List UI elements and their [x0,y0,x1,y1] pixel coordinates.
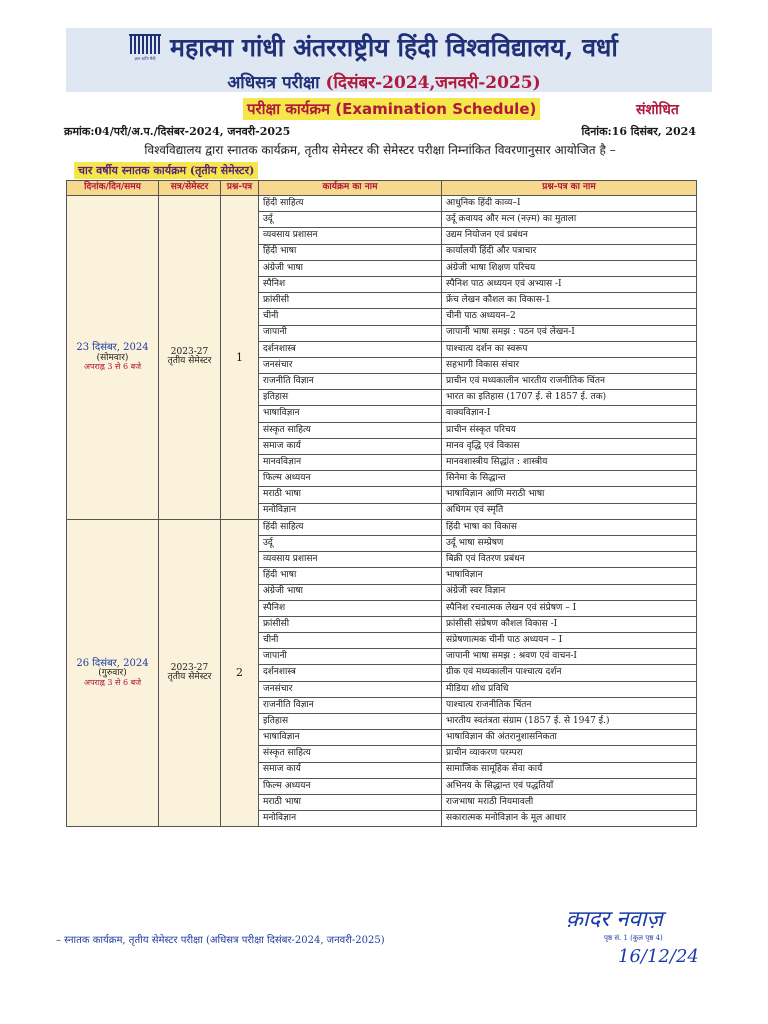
document-date: दिनांक:16 दिसंबर, 2024 [581,125,696,138]
exam-date-cell [67,519,159,827]
paper-name-cell: प्राचीन व्याकरण परम्परा [442,746,697,762]
program-name-cell: मराठी भाषा [259,794,442,810]
paper-name-cell: हिंदी भाषा का विकास [442,519,697,535]
paper-name-cell: अभिनय के सिद्धान्त एवं पद्धतियाँ [442,778,697,794]
program-name-cell: व्यवसाय प्रशासन [259,552,442,568]
session-cell [159,196,221,520]
program-name-cell: मनोविज्ञान [259,503,442,519]
program-name-cell: जापानी [259,649,442,665]
table-body [67,196,697,827]
exam-time: अपराह्न 3 से 6 बजे [83,677,142,687]
paper-name-cell: सिनेमा के सिद्धान्त [442,471,697,487]
exam-title-main: अधिसत्र परीक्षा [227,73,326,93]
program-name-cell: जनसंचार [259,357,442,373]
program-name-cell: फिल्म अध्ययन [259,471,442,487]
paper-name-cell: जापानी भाषा समझ : पठन एवं लेखन-I [442,325,697,341]
paper-name-cell: बिक्री एवं वितरण प्रबंधन [442,552,697,568]
program-name-cell: अंग्रेजी भाषा [259,584,442,600]
semester-text: तृतीय सेमेस्टर [167,356,212,367]
program-name-cell: फ्रांसीसी [259,616,442,632]
table-header-row [67,181,697,196]
column-header: सत्र/सेमेस्टर [159,181,221,196]
exam-date: 26 दिसंबर, 2024 [76,657,149,669]
program-name-cell: उर्दू [259,212,442,228]
program-name-cell: राजनीति विज्ञान [259,697,442,713]
paper-name-cell: स्पैनिश पाठ अध्ययन एवं अभ्यास -I [442,276,697,292]
program-name-cell: जनसंचार [259,681,442,697]
paper-name-cell: फ्रेंच लेखन कौशल का विकास-1 [442,293,697,309]
paper-number-cell: 2 [221,519,259,827]
program-name-cell: फ्रांसीसी [259,293,442,309]
university-name: महात्मा गांधी अंतरराष्ट्रीय हिंदी विश्वविद्यालय, वर्धा [170,33,618,62]
session-text: 2023-27 [170,346,209,357]
exam-title [0,70,768,93]
program-name-cell: मानवविज्ञान [259,455,442,471]
paper-name-cell: कार्यालयी हिंदी और पत्राचार [442,244,697,260]
program-name-cell: मनोविज्ञान [259,811,442,827]
paper-name-cell: भाषाविज्ञान की अंतरानुशासनिकता [442,730,697,746]
program-name-cell: राजनीति विज्ञान [259,374,442,390]
exam-time: अपराह्न 3 से 6 बजे [83,362,142,372]
paper-name-cell: अधिगम एवं स्मृति [442,503,697,519]
program-name-cell: समाज कार्य [259,438,442,454]
reference-line [64,124,696,139]
paper-name-cell: चीनी पाठ अध्ययन–2 [442,309,697,325]
paper-name-cell: फ्रांसीसी संप्रेषण कौशल विकास -I [442,616,697,632]
program-name-cell: उर्दू [259,535,442,551]
paper-name-cell: पाश्चात्य दर्शन का स्वरूप [442,341,697,357]
program-name-cell: हिंदी साहित्य [259,519,442,535]
program-name-cell: फिल्म अध्ययन [259,778,442,794]
paper-name-cell: भाषाविज्ञान आणि मराठी भाषा [442,487,697,503]
paper-name-cell: मीडिया शोध प्रविधि [442,681,697,697]
paper-name-cell: अंग्रेजी स्वर विज्ञान [442,584,697,600]
exam-day: (गुरुवार) [98,668,127,679]
paper-name-cell: मानवशास्त्रीय सिद्धांत : शास्त्रीय [442,455,697,471]
program-name-cell: दर्शनशास्त्र [259,665,442,681]
program-name-cell: व्यवसाय प्रशासन [259,228,442,244]
program-label: चार वर्षीय स्नातक कार्यक्रम (तृतीय सेमेस्टर) [74,162,258,179]
paper-name-cell: प्राचीन संस्कृत परिचय [442,422,697,438]
paper-name-cell: स्पैनिश रचनात्मक लेखन एवं संप्रेषण – I [442,600,697,616]
university-logo [128,32,162,62]
paper-number-cell: 1 [221,196,259,520]
program-name-cell: मराठी भाषा [259,487,442,503]
program-name-cell: जापानी [259,325,442,341]
program-name-cell: दर्शनशास्त्र [259,341,442,357]
page-number: पृष्ठ सं. 1 (कुल पृष्ठ 4) [604,934,663,942]
program-name-cell: समाज कार्य [259,762,442,778]
program-name-cell: चीनी [259,633,442,649]
program-name-cell: भाषाविज्ञान [259,730,442,746]
exam-date: 23 दिसंबर, 2024 [76,342,149,354]
program-name-cell: हिंदी साहित्य [259,196,442,212]
paper-name-cell: सामाजिक सामूहिक सेवा कार्य [442,762,697,778]
program-name-cell: हिंदी भाषा [259,244,442,260]
program-name-cell: हिंदी भाषा [259,568,442,584]
paper-name-cell: भारत का इतिहास (1707 ई. से 1857 ई. तक) [442,390,697,406]
paper-name-cell: पाश्चात्य राजनीतिक चिंतन [442,697,697,713]
paper-name-cell: भाषाविज्ञान [442,568,697,584]
program-name-cell: चीनी [259,309,442,325]
paper-name-cell: उर्दू क़वायद और मत्न (नज़्म) का मुताला [442,212,697,228]
paper-name-cell: आधुनिक हिंदी काव्य–I [442,196,697,212]
program-name-cell: भाषाविज्ञान [259,406,442,422]
paper-name-cell: उद्यम नियोजन एवं प्रबंधन [442,228,697,244]
signature-date: 16/12/24 [618,946,699,967]
column-header: दिनांक/दिन/समय [67,181,159,196]
paper-name-cell: संप्रेषणात्मक चीनी पाठ अध्ययन – I [442,633,697,649]
schedule-table [66,180,697,827]
exam-day: (सोमवार) [96,352,129,363]
semester-text: तृतीय सेमेस्टर [167,672,212,683]
column-header: प्रश्न-पत्र [221,181,259,196]
logo-caption: ज्ञान शांति मैत्री [134,56,156,61]
paper-name-cell: उर्दू भाषा सम्प्रेषण [442,535,697,551]
table-row [67,196,697,212]
program-name-cell: स्पैनिश [259,600,442,616]
signature [556,898,706,968]
paper-name-cell: वाक्यविज्ञान-I [442,406,697,422]
session-text: 2023-27 [170,662,209,673]
exam-title-period: (दिसंबर-2024,जनवरी-2025) [325,73,541,93]
revised-label: संशोधित [636,102,679,118]
column-header: प्रश्न-पत्र का नाम [442,181,697,196]
paper-name-cell: भारतीय स्वतंत्रता संग्राम (1857 ई. से 1947 ई.) [442,714,697,730]
paper-name-cell: जापानी भाषा समझ : श्रवण एवं वाचन-I [442,649,697,665]
footer-note: – स्नातक कार्यक्रम, तृतीय सेमेस्टर परीक्षा (अधिसत्र परीक्षा दिसंबर-2024, जनवरी-2025) [56,935,385,946]
paper-name-cell: सहभागी विकास संचार [442,357,697,373]
schedule-label: परीक्षा कार्यक्रम (Examination Schedule) [243,98,540,120]
program-name-cell: संस्कृत साहित्य [259,746,442,762]
program-name-cell: स्पैनिश [259,276,442,292]
exam-date-cell [67,196,159,520]
session-cell [159,519,221,827]
paper-name-cell: अंग्रेजी भाषा शिक्षण परिचय [442,260,697,276]
program-name-cell: इतिहास [259,714,442,730]
paper-name-cell: ग्रीक एवं मध्यकालीन पाश्चात्य दर्शन [442,665,697,681]
signature-name: क़ादर नवाज़ [566,907,663,932]
paper-name-cell: सकारात्मक मनोविज्ञान के मूल आधार [442,811,697,827]
reference-number: क्रमांक:04/परी/अ.प./दिसंबर-2024, जनवरी-2025 [64,125,291,138]
program-name-cell: अंग्रेजी भाषा [259,260,442,276]
paper-name-cell: राजभाषा मराठी नियमावली [442,794,697,810]
program-name-cell: इतिहास [259,390,442,406]
paper-name-cell: मानव वृद्धि एवं विकास [442,438,697,454]
intro-text: विश्वविद्यालय द्वारा स्नातक कार्यक्रम, तृतीय सेमेस्टर की सेमेस्टर परीक्षा निम्नांकित विवरणानुसार आयोजित है – [144,143,616,157]
column-header: कार्यक्रम का नाम [259,181,442,196]
program-name-cell: संस्कृत साहित्य [259,422,442,438]
table-row [67,519,697,535]
paper-name-cell: प्राचीन एवं मध्यकालीन भारतीय राजनीतिक चिंतन [442,374,697,390]
